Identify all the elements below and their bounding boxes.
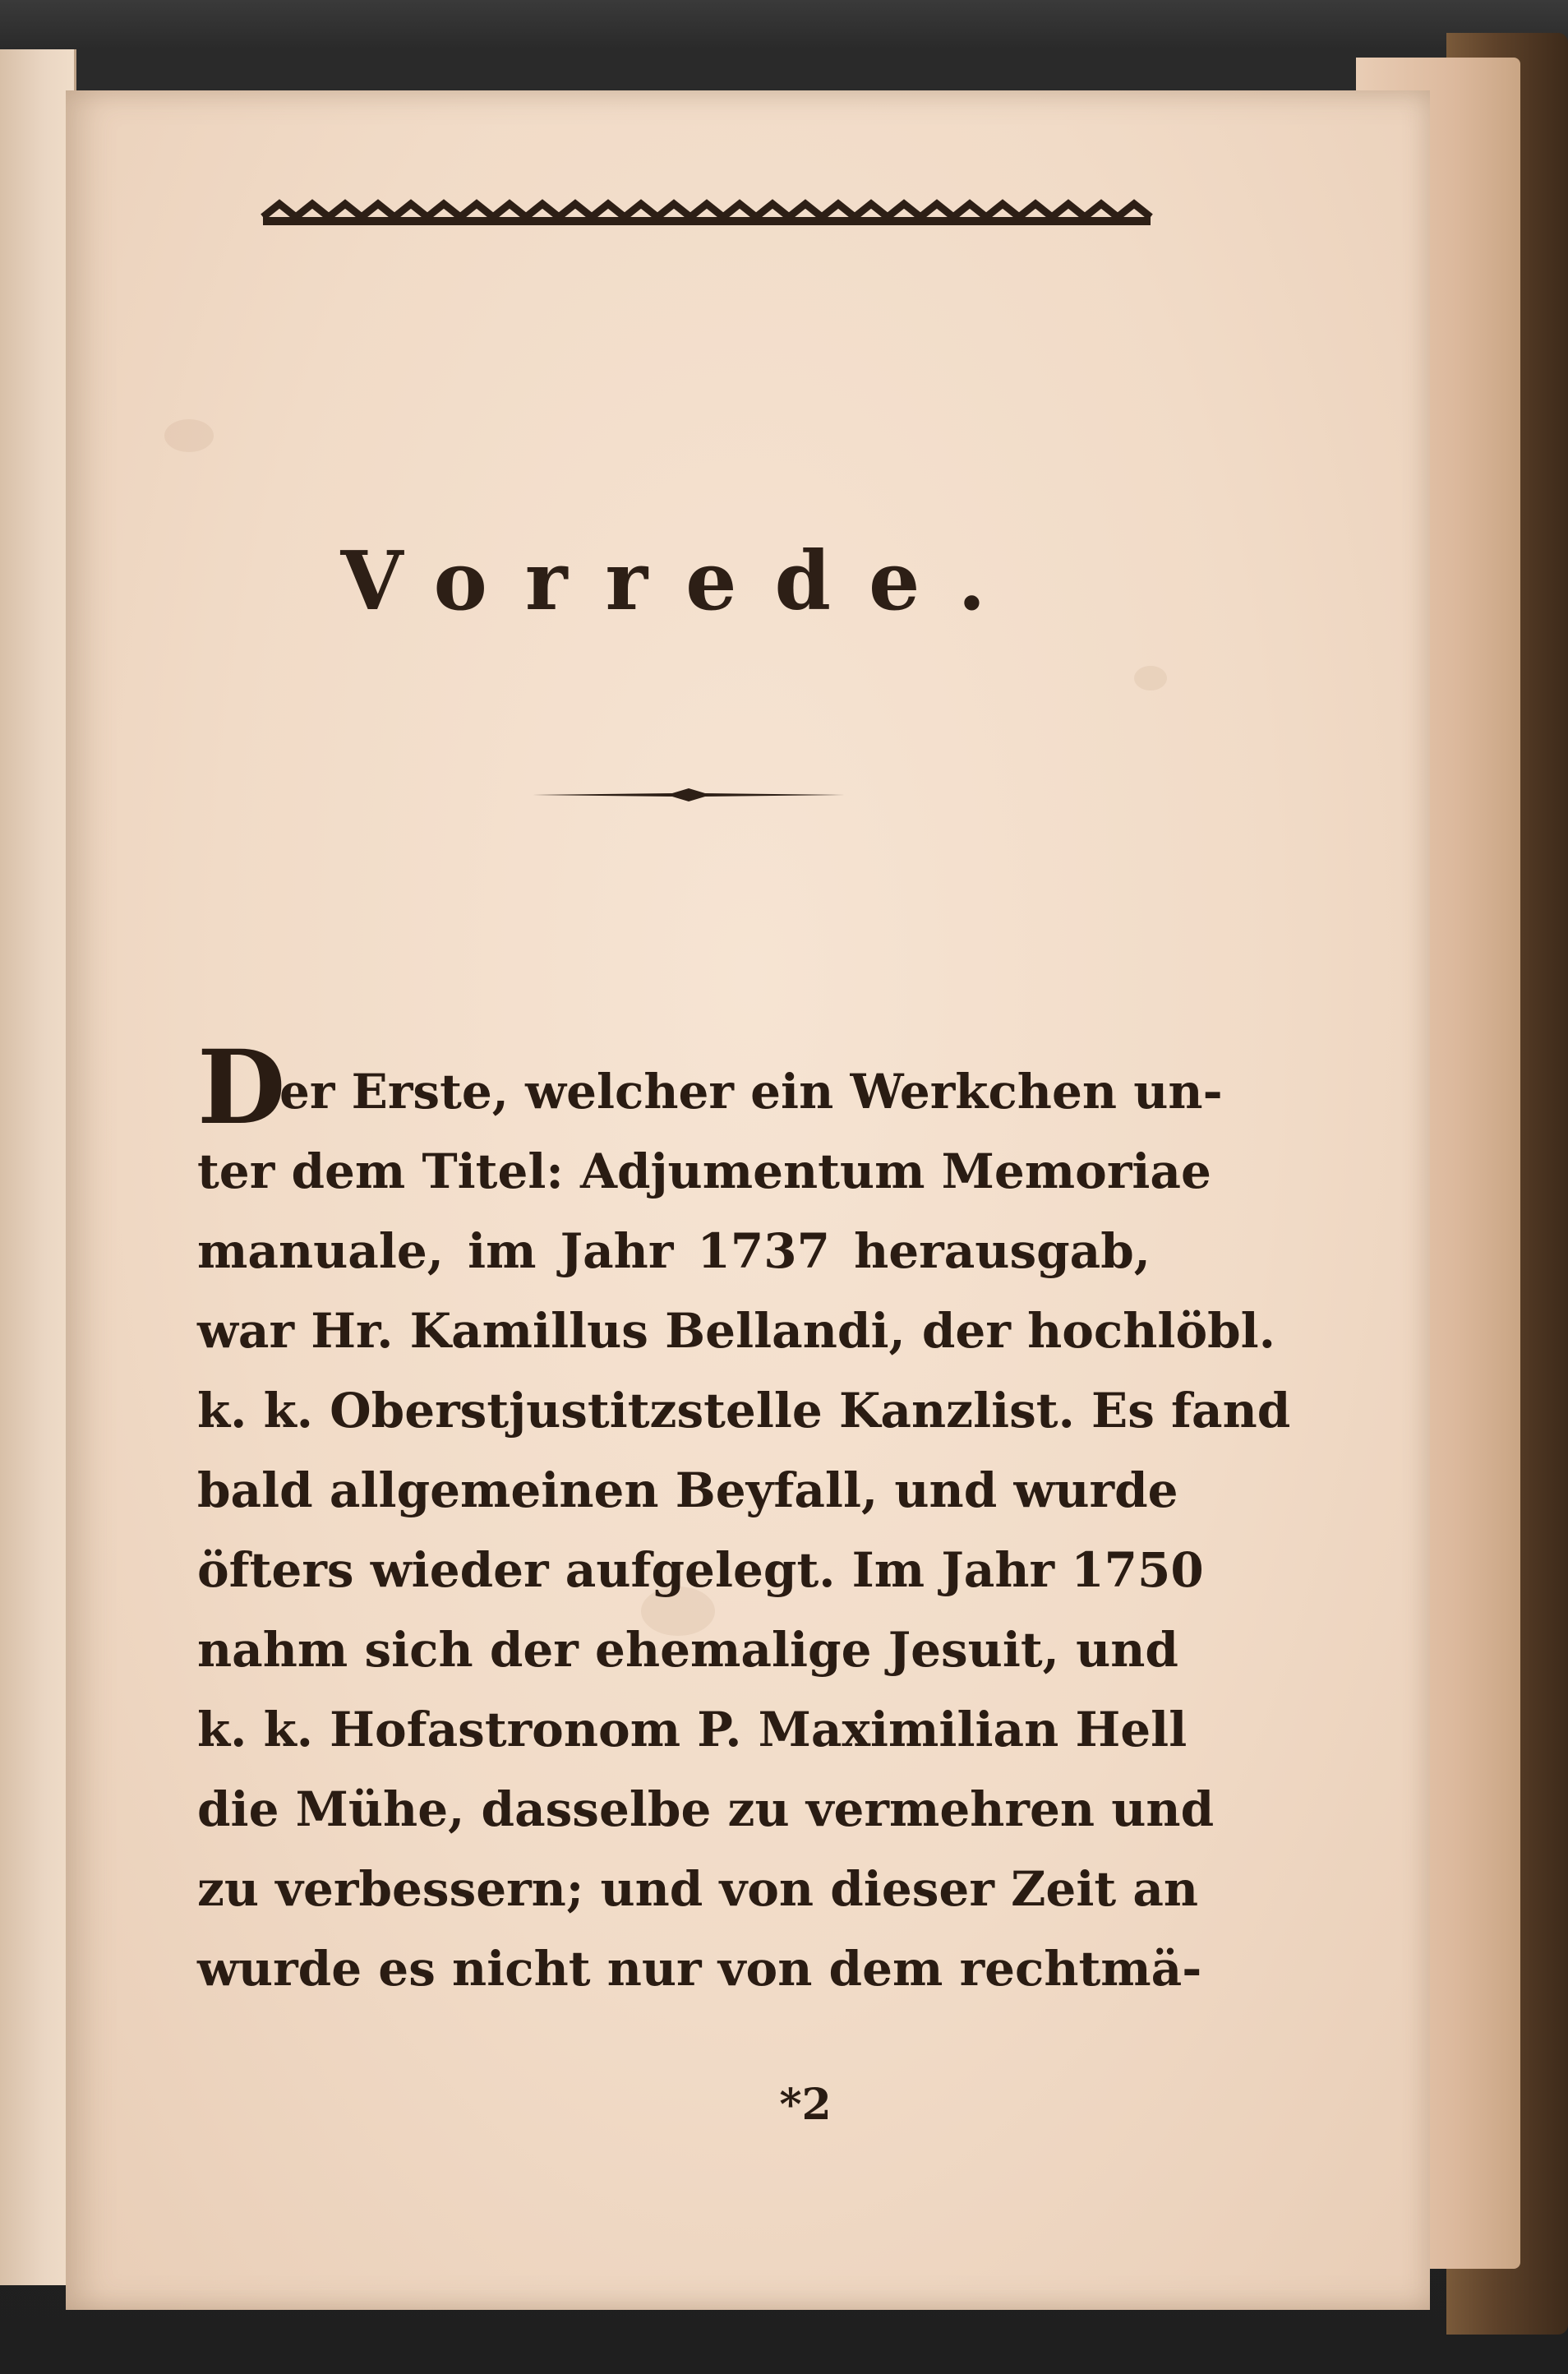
top-border-ornament [263,196,1151,232]
text-line: wurde es nicht nur von dem rechtmä- [197,1941,1202,1997]
page-heading: Vorrede. [340,534,1024,629]
heading-divider [533,785,845,805]
text-line: k. k. Oberstjustitzstelle Kanzlist. Es fand [197,1383,1291,1439]
foxing-spot [164,419,214,452]
text-line: ter dem Titel: Adjumentum Memoriae [197,1143,1211,1199]
foxing-spot [1134,666,1167,690]
text-line: war Hr. Kamillus Bellandi, der hochlöbl. [197,1303,1275,1359]
text-line: bald allgemeinen Beyfall, und wurde [197,1462,1178,1518]
body-text [197,1028,1291,2009]
text-line: k. k. Hofastronom P. Maximilian Hell [197,1702,1188,1757]
drop-cap: D [197,1028,286,1148]
text-line: die Mühe, dasselbe zu vermehren und [197,1781,1215,1837]
text-line: er Erste, welcher ein Werkchen un- [279,1064,1223,1120]
signature-mark: *2 [779,2080,832,2130]
text-line: manuale, im Jahr 1737 herausgab, [197,1223,1151,1279]
text-line: nahm sich der ehemalige Jesuit, und [197,1622,1178,1678]
text-line: öfters wieder aufgelegt. Im Jahr 1750 [197,1542,1204,1598]
text-line: zu verbessern; und von dieser Zeit an [197,1861,1199,1917]
